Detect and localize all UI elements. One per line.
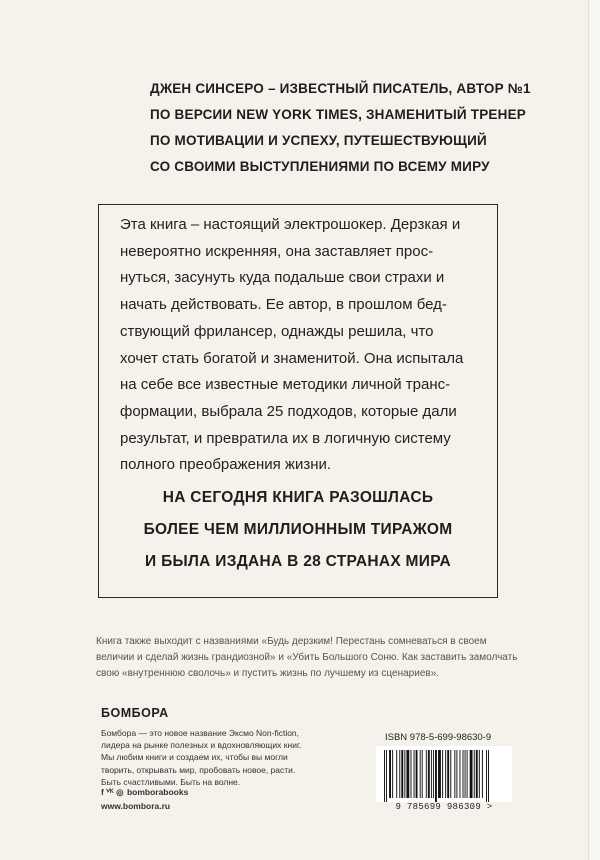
barcode-bar (404, 750, 405, 798)
barcode-bar (488, 750, 489, 802)
barcode-bar (470, 750, 473, 798)
barcode-bar (406, 750, 409, 798)
social-links (101, 787, 188, 798)
alternate-titles-note (96, 634, 536, 682)
barcode-bar (435, 750, 437, 802)
barcode-bar (467, 750, 468, 798)
barcode-bar (411, 750, 412, 798)
publisher-description (101, 727, 331, 788)
description-line: Эта книга – настоящий электрошокер. Дерзкая и (120, 216, 461, 233)
cover-edge-strip (588, 0, 600, 860)
publisher-website: www.bombora.ru (101, 801, 171, 811)
barcode-bar (384, 750, 385, 802)
barcode-bar (476, 750, 478, 798)
description-line: нуться, засунуть куда подальше свои страхи и (120, 269, 445, 287)
description-line: на себе все известные методики личной транс- (120, 376, 451, 394)
alternate-titles-line: Книга также выходит с названиями «Будь дерзким! Перестань сомневаться в своем (96, 636, 487, 647)
barcode-bar (399, 750, 400, 798)
barcode-bar (442, 750, 443, 798)
barcode-bar (454, 750, 455, 798)
author-bio (150, 76, 531, 180)
barcode-bar (459, 750, 460, 798)
sales-highlight (98, 482, 498, 578)
publisher-description-line: лидера на рынке полезных и вдохновляющих книг. (101, 740, 302, 751)
barcode-bar (396, 750, 397, 798)
description-line: хочет стать богатой и знаменитой. Она испытала (120, 349, 464, 367)
barcode-bar (450, 750, 451, 798)
barcode-bar (422, 750, 423, 798)
description-line: невероятно искренняя, она заставляет прос- (120, 242, 434, 260)
publisher-description-line: Мы любим книги и создаем их, чтобы вы могли (101, 752, 288, 763)
barcode-bar (474, 750, 475, 798)
barcode-bar (392, 750, 393, 798)
isbn-label: ISBN 978-5-699-98630-9 (385, 732, 492, 743)
barcode-bar (445, 750, 446, 798)
barcode-bar (426, 750, 427, 798)
alternate-titles-line: свою «внутреннюю сволочь» и пустить жизнь по лучшему из сценариев». (96, 668, 440, 679)
barcode-bar (386, 750, 387, 802)
barcode-bar (414, 750, 415, 798)
publisher-description-line: Бомбора — это новое название Эксмо Non-fiction, (101, 728, 300, 738)
author-bio-line: ДЖЕН СИНСЕРО – ИЗВЕСТНЫЙ ПИСАТЕЛЬ, АВТОР №1 (150, 81, 531, 96)
social-handle: bomborabooks (126, 787, 189, 797)
barcode-bar (486, 750, 487, 802)
barcode-bar (420, 750, 421, 798)
description-line: результат, и превратила их в логичную систему (120, 429, 451, 447)
description-line: ствующий фрилансер, однажды решила, что (120, 322, 434, 340)
barcode-icon (376, 746, 512, 802)
barcode-bar (433, 750, 434, 798)
author-bio-line: ПО МОТИВАЦИИ И УСПЕХУ, ПУТЕШЕСТВУЮЩИЙ (150, 133, 487, 148)
barcode-digits: 9 785699 986309 > (395, 802, 493, 812)
barcode-bar (482, 750, 483, 798)
highlight-line: НА СЕГОДНЯ КНИГА РАЗОШЛАСЬ (162, 489, 434, 506)
isbn-barcode (376, 746, 512, 802)
barcode-bar (428, 750, 430, 798)
publisher-description-line: творить, открывать мир, пробовать новое, расти. (101, 764, 296, 775)
description-line: начать действовать. Ее автор, в прошлом бед- (120, 296, 447, 314)
alternate-titles-line: величии и сделай жизнь грандиозной» и «Убить Большого Соню. Как заставить замолчать (96, 652, 518, 663)
author-bio-line: ПО ВЕРСИИ NEW YORK TIMES, ЗНАМЕНИТЫЙ ТРЕНЕР (150, 107, 526, 122)
barcode-bar (463, 750, 464, 798)
book-description (120, 212, 480, 479)
highlight-line: И БЫЛА ИЗДАНА В 28 СТРАНАХ МИРА (145, 553, 451, 570)
barcode-bar (431, 750, 432, 798)
author-bio-line: СО СВОИМИ ВЫСТУПЛЕНИЯМИ ПО ВСЕМУ МИРУ (150, 159, 490, 174)
description-line: формации, выбрала 25 подходов, которые дали (120, 402, 457, 420)
barcode-bar (389, 750, 391, 798)
barcode-bar (438, 750, 441, 798)
barcode-bar (479, 750, 480, 798)
highlight-line: БОЛЕЕ ЧЕМ МИЛЛИОННЫМ ТИРАЖОМ (143, 521, 453, 538)
barcode-bar (447, 750, 449, 798)
barcode-bar (456, 750, 457, 798)
description-line: полного преображения жизни. (120, 456, 332, 474)
publisher-description-line: Быть счастливыми. Быть на волне. (101, 776, 241, 787)
publisher-logo: БОМБОРА (101, 706, 169, 720)
social-icons: f ⱽᴷ ◎ (101, 787, 124, 797)
barcode-bar (401, 750, 403, 798)
barcode-bar (465, 750, 466, 798)
barcode-bar (416, 750, 418, 798)
